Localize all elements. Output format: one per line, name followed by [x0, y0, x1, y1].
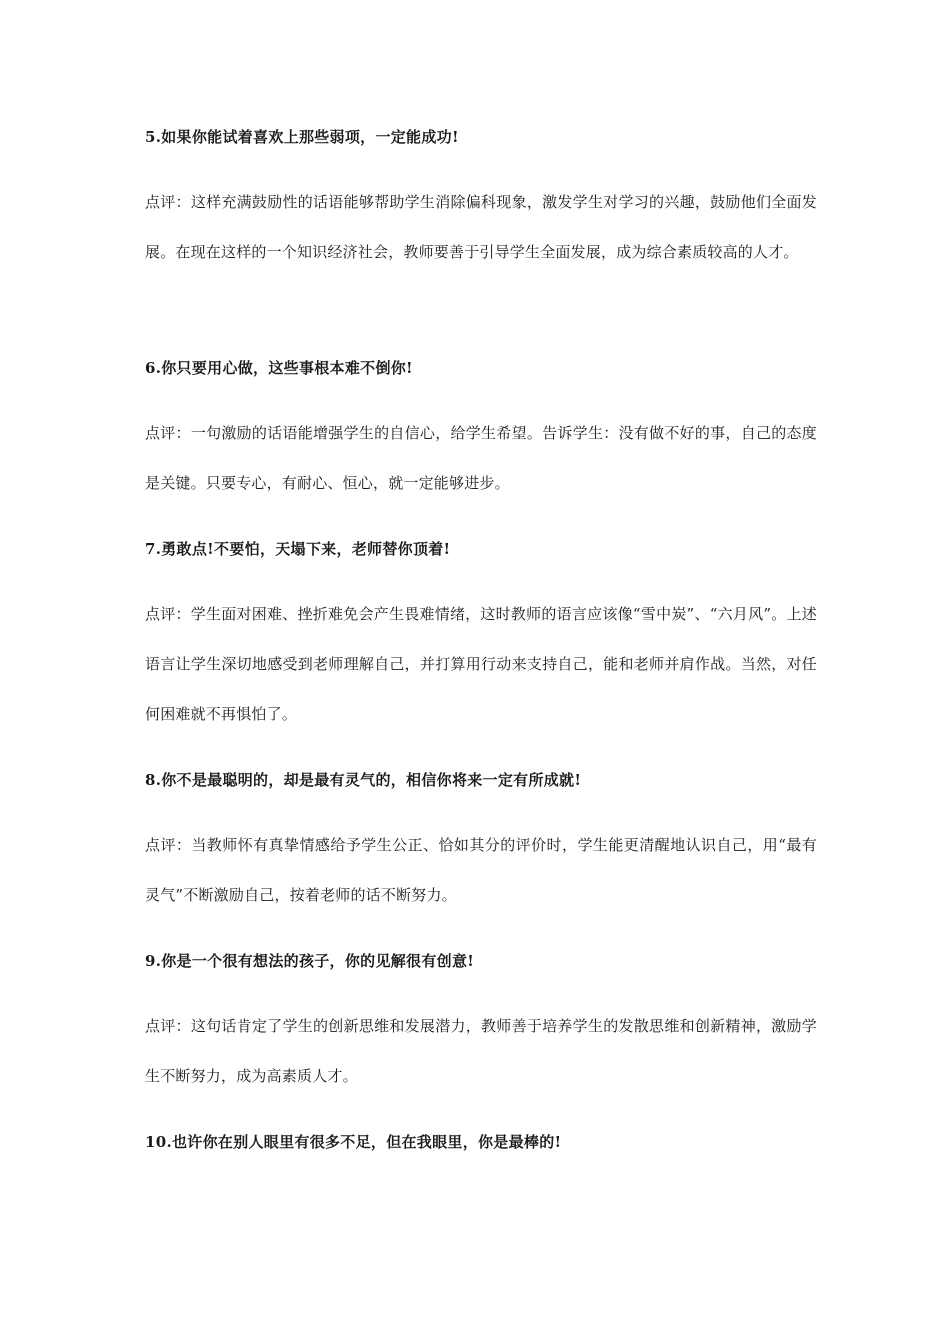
item-8-heading: 8.你不是最聪明的，却是最有灵气的，相信你将来一定有所成就! — [145, 771, 582, 789]
item-6-comment: 点评：一句激励的话语能增强学生的自信心，给学生希望。告诉学生：没有做不好的事，自己的态度是关键。只要专心，有耐心、恒心，就一定能够进步。 — [145, 424, 817, 492]
item-5-heading: 5.如果你能试着喜欢上那些弱项，一定能成功! — [145, 128, 459, 146]
item-7-comment: 点评：学生面对困难、挫折难免会产生畏难情绪，这时教师的语言应该像“雪中炭”、“六月风”。上述语言让学生深切地感受到老师理解自己，并打算用行动来支持自己，能和老师并肩作战。当然，对任何困难就不再惧怕了。 — [145, 605, 817, 723]
item-9-heading: 9.你是一个很有想法的孩子，你的见解很有创意! — [145, 952, 475, 970]
item-5-comment: 点评：这样充满鼓励性的话语能够帮助学生消除偏科现象，激发学生对学习的兴趣，鼓励他们全面发展。在现在这样的一个知识经济社会，教师要善于引导学生全面发展，成为综合素质较高的人才。 — [145, 193, 817, 261]
item-10-heading: 10.也许你在别人眼里有很多不足，但在我眼里，你是最棒的! — [145, 1133, 562, 1151]
item-9-comment: 点评：这句话肯定了学生的创新思维和发展潜力，教师善于培养学生的发散思维和创新精神，激励学生不断努力，成为高素质人才。 — [145, 1017, 817, 1085]
item-8-comment: 点评：当教师怀有真挚情感给予学生公正、恰如其分的评价时，学生能更清醒地认识自己，用“最有灵气”不断激励自己，按着老师的话不断努力。 — [145, 836, 817, 904]
item-7-heading: 7.勇敢点!不要怕，天塌下来，老师替你顶着! — [145, 540, 451, 558]
item-6-heading: 6.你只要用心做，这些事根本难不倒你! — [145, 359, 413, 377]
